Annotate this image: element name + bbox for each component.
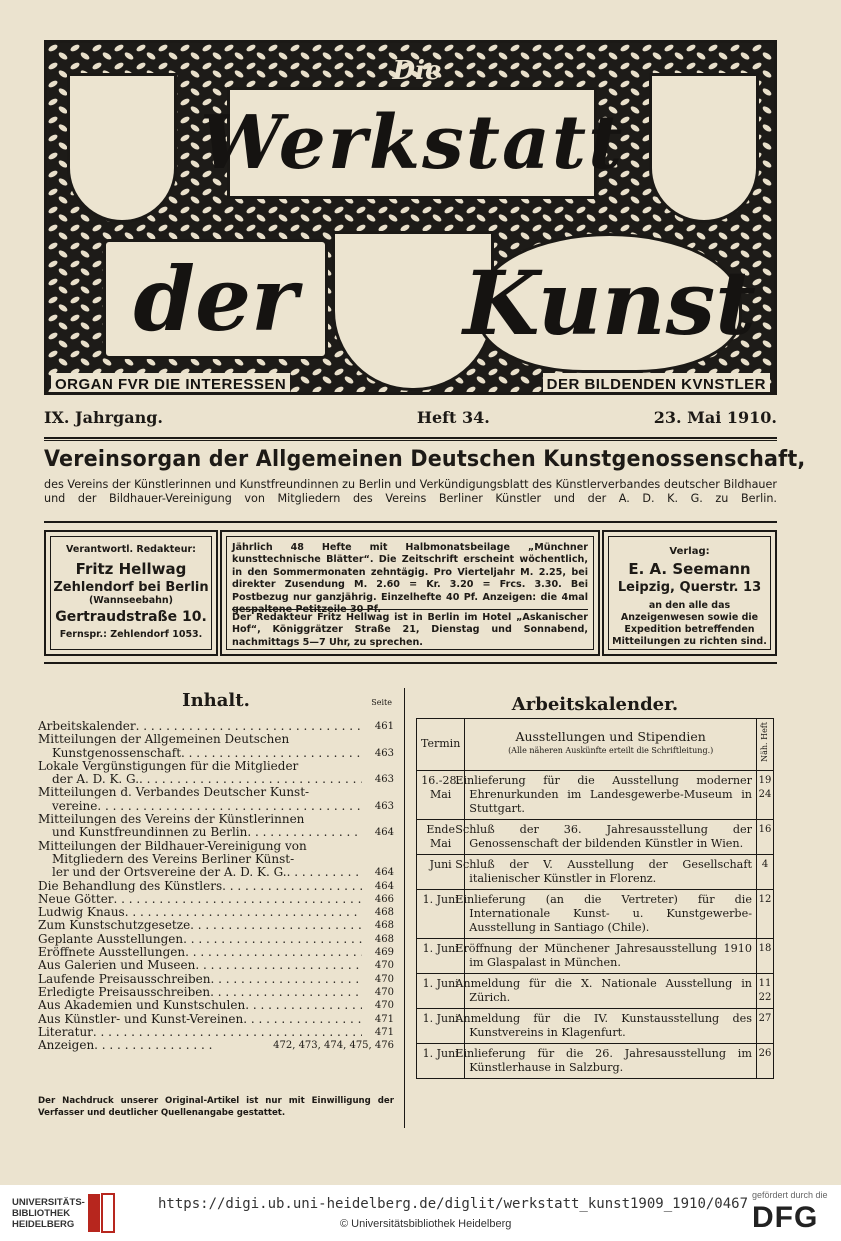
contents-entry-page: 468 — [374, 920, 394, 932]
contents-list — [38, 720, 394, 1052]
contents-entry — [38, 880, 394, 893]
calendar-row — [417, 819, 774, 854]
calendar-header-termin: Termin — [417, 719, 465, 771]
calendar-termin: 1. Juni — [417, 938, 465, 973]
calendar-entry-text: Anmeldung für die IV. Kunstausstellung des Kunstvereins in Klagenfurt. — [465, 1008, 757, 1043]
calendar-row — [417, 770, 774, 819]
publisher-address: Leipzig, Querstr. 13 — [617, 580, 762, 595]
contents-entry-label: Mitteilungen der Allgemeinen Deutschen — [38, 733, 290, 747]
contents-entry-label: Mitgliedern des Vereins Berliner Künst- — [52, 852, 295, 866]
contents-entry — [38, 800, 394, 813]
contents-entry-label: Mitteilungen der Bildhauer-Vereinigung von — [38, 839, 307, 853]
calendar-title: Arbeitskalender. — [511, 694, 679, 715]
page-url-link[interactable]: https://digi.ub.uni-heidelberg.de/diglit/werkstatt_kunst1909_1910/0467 — [158, 1196, 749, 1212]
contents-entry — [38, 720, 394, 733]
contents-entry-label: Aus Akademien und Kunstschulen . . . — [38, 999, 362, 1012]
issue-date: 23. Mai 1910. — [653, 408, 777, 427]
library-name: UNIVERSITÄTS- BIBLIOTHEK HEIDELBERG — [12, 1197, 85, 1230]
contents-entry-page: 470 — [374, 973, 394, 985]
contents-entry-label: Neue Götter . . . — [38, 893, 362, 906]
contents-entry-page: 464 — [374, 867, 394, 879]
contents-entry-label: Geplante Ausstellungen . . . — [38, 933, 362, 946]
contents-entry — [38, 946, 394, 959]
contents-entry-label: Mitteilungen d. Verbandes Deutscher Kunst- — [38, 786, 310, 800]
contents-entry — [38, 986, 394, 999]
calendar-row — [417, 854, 774, 889]
calendar-row — [417, 973, 774, 1008]
editor-hours-text: Der Redakteur Fritz Hellwag ist in Berlin im Hotel „Askanischer Hof“, Königgrätzer Straße 21, Dienstag und Sonnabend, nachmittags 5—7 Uhr, zu sprechen. — [232, 612, 588, 648]
calendar-termin: 1. Juni — [417, 889, 465, 938]
copyright-text: © Universitätsbibliothek Heidelberg — [340, 1218, 512, 1230]
contents-entry-label: Erledigte Preisausschreiben . . . — [38, 986, 362, 999]
calendar-header-heft-label: Näh. Heft — [760, 722, 769, 762]
editor-place: Zehlendorf bei Berlin — [53, 580, 209, 595]
contents-entry-page: 463 — [374, 800, 394, 812]
editor-line: (Wannseebahn) — [88, 595, 174, 606]
contents-entry-page: 464 — [374, 827, 394, 839]
contents-entry-page: 470 — [374, 960, 394, 972]
contents-entry — [38, 1013, 394, 1026]
calendar-entry-text: Einlieferung für die Ausstellung moderner Ehrenurkunden im Landesgewerbe-Museum in Stuttgart. — [465, 770, 757, 819]
contents-entry-label: Die Behandlung des Künstlers . . . — [38, 880, 362, 893]
issue-line — [44, 408, 777, 427]
contents-entry-page: 463 — [374, 774, 394, 786]
contents-entry-label: Arbeitskalender . . . — [38, 720, 362, 733]
shield-left — [67, 73, 177, 223]
publisher-name: E. A. Seemann — [628, 560, 751, 578]
contents-entry — [38, 906, 394, 919]
contents-entry — [38, 893, 394, 906]
title-der: der — [103, 239, 328, 359]
contents-entry-page: 461 — [374, 721, 394, 732]
contents-entry-page: 468 — [374, 933, 394, 945]
contents-entry-page: 469 — [374, 947, 394, 959]
calendar-table — [416, 718, 774, 1079]
calendar-entry-text: Eröffnung der Münchener Jahresausstellung 1910 im Glaspalast in München. — [465, 938, 757, 973]
calendar-header-main — [465, 719, 757, 771]
editor-phone: Fernspr.: Zehlendorf 1053. — [59, 629, 203, 640]
contents-entry — [38, 1026, 394, 1039]
calendar-heft: 11 22 — [757, 973, 774, 1008]
calendar-termin: 1. Juni — [417, 973, 465, 1008]
contents-entry — [38, 999, 394, 1012]
calendar-entry-text: Anmeldung für die X. Nationale Ausstellung in Zürich. — [465, 973, 757, 1008]
contents-entry-label: Aus Galerien und Museen . . . — [38, 959, 362, 972]
contents-entry-label: Anzeigen . . . — [38, 1039, 214, 1052]
calendar-header-heft — [757, 719, 774, 771]
title-die: Die — [392, 56, 442, 86]
calendar-header-row — [417, 719, 774, 771]
contents-entry — [38, 919, 394, 932]
contents-entry-page: 464 — [374, 880, 394, 892]
contents-entry-label: vereine . . . — [38, 800, 362, 813]
contents-entry-label: Ludwig Knaus . . . — [38, 906, 362, 919]
library-logo-text — [12, 1197, 85, 1230]
calendar-termin: Juni — [417, 854, 465, 889]
contents-entry — [38, 1039, 394, 1052]
contents-entry-label: der A. D. K. G. . . . — [38, 773, 362, 786]
title-kunst: Kunst — [477, 233, 742, 373]
headline-title: Vereinsorgan der Allgemeinen Deutschen Kunstgenossenschaft, — [44, 447, 806, 472]
contents-entry-page: 471 — [374, 1013, 394, 1025]
contents-entry-label: Eröffnete Ausstellungen . . . — [38, 946, 362, 959]
library-logo-icon — [86, 1192, 116, 1234]
contents-entry-label: Laufende Preisausschreiben . . . — [38, 973, 362, 986]
contents-entry-page: 463 — [374, 747, 394, 759]
contents-entry-page: 471 — [374, 1026, 394, 1038]
issue-volume: IX. Jahrgang. — [44, 408, 163, 427]
calendar-header-subtitle: (Alle näheren Auskünfte erteilt die Schriftleitung.) — [508, 746, 714, 756]
contents-entry — [38, 813, 394, 826]
editor-name: Fritz Hellwag — [75, 560, 187, 578]
contents-entry-page: 468 — [374, 907, 394, 919]
calendar-entry-text: Einlieferung für die 26. Jahresausstellung im Künstlerhause in Salzburg. — [465, 1043, 757, 1078]
issue-number: Heft 34. — [416, 408, 490, 427]
contents-entry-label: Zum Kunstschutzgesetze . . . — [38, 919, 362, 932]
divider — [44, 440, 777, 441]
editor-street: Gertraudstraße 10. — [55, 609, 207, 625]
title-werkstatt: Werkstatt — [227, 87, 597, 199]
divider — [44, 437, 777, 439]
calendar-entry-text: Einlieferung (an die Vertreter) für die Internationale Kunst- u. Kunstgewerbe-Ausstellung in Santiago (Chile). — [465, 889, 757, 938]
calendar-heft: 16 — [757, 819, 774, 854]
contents-entry — [38, 840, 394, 853]
contents-entry-label: Mitteilungen des Vereins der Künstlerinnen — [38, 813, 305, 827]
contents-entry-page: 470 — [374, 986, 394, 998]
contents-entry-label: Literatur . . . — [38, 1026, 362, 1039]
motto-left: ORGAN FVR DIE INTERESSEN — [51, 373, 290, 395]
calendar-termin: Ende Mai — [417, 819, 465, 854]
calendar-heft: 4 — [757, 854, 774, 889]
contents-entry — [38, 866, 394, 879]
calendar-row — [417, 1008, 774, 1043]
contents-entry — [38, 747, 394, 760]
calendar-heft: 26 — [757, 1043, 774, 1078]
footer-bar — [0, 1185, 841, 1241]
contents-entry-label: Aus Künstler- und Kunst-Vereinen . . . — [38, 1013, 362, 1026]
contents-entry — [38, 786, 394, 799]
editor-box — [44, 530, 218, 656]
headline-subtitle: des Vereins der Künstlerinnen und Kunstfreundinnen zu Berlin und Verkündigungsblatt des Künstlerverbandes deutscher Bildhauer und der Bildhauer-Vereinigung von Mitgliedern des Vereins Berliner Künstler und der A. D. K. G. zu Berlin. — [44, 478, 777, 505]
calendar-termin: 1. Juni — [417, 1043, 465, 1078]
contents-entry-label: Kunstgenossenschaft . . . — [38, 747, 362, 760]
contents-entry — [38, 773, 394, 786]
copyright-note: Der Nachdruck unserer Original-Artikel ist nur mit Einwilligung der Verfasser und deutlicher Quellenangabe gestattet. — [38, 1096, 394, 1118]
calendar-row — [417, 938, 774, 973]
contents-entry — [38, 760, 394, 773]
motto-right: DER BILDENDEN KVNSTLER — [543, 373, 770, 395]
contents-entry — [38, 826, 394, 839]
contents-entry — [38, 973, 394, 986]
publisher-box — [602, 530, 777, 656]
contents-entry-label: Lokale Vergünstigungen für die Mitglieder — [38, 759, 299, 773]
calendar-heft: 12 — [757, 889, 774, 938]
calendar-heft: 18 — [757, 938, 774, 973]
divider — [44, 662, 777, 664]
contents-entry-page: 470 — [374, 1000, 394, 1012]
contents-entry-page: 472, 473, 474, 475, 476 — [273, 1040, 394, 1052]
editor-role: Verantwortl. Redakteur: — [66, 544, 196, 555]
contents-page-header: Seite — [371, 698, 392, 707]
dfg-logo: DFG — [752, 1201, 819, 1234]
contents-entry — [38, 733, 394, 746]
calendar-termin: 16.-28. Mai — [417, 770, 465, 819]
contents-entry-label: und Kunstfreundinnen zu Berlin . . . — [38, 826, 362, 839]
publisher-text: an den alle das Anzeigenwesen sowie die Expedition betreffenden Mitteilungen zu richten sind. — [612, 600, 767, 647]
column-divider — [404, 688, 405, 1128]
dfg-label: gefördert durch die — [752, 1190, 828, 1200]
contents-title: Inhalt. — [182, 690, 250, 711]
publisher-label: Verlag: — [669, 546, 710, 557]
calendar-termin: 1. Juni — [417, 1008, 465, 1043]
contents-entry — [38, 933, 394, 946]
calendar-heft: 27 — [757, 1008, 774, 1043]
calendar-header-title: Ausstellungen und Stipendien — [515, 729, 706, 745]
subscription-text: Jährlich 48 Hefte mit Halbmonatsbeilage „Münchner kunsttechnische Blätter“. Die Zeitschrift erscheint wöchentlich, in den Sommermonaten zehntägig. Pro Vierteljahr M. 2.25, bei direkter Zusendung M. 2.60 = Kr. 3.20 = Frcs. 3.30. Bei Postbezug nur ganzjährig. Einzelhefte 40 Pf. Anzeigen: die 4mal gespaltene Petitzeile 30 Pf. — [232, 542, 588, 616]
calendar-heft: 19 24 — [757, 770, 774, 819]
calendar-entry-text: Schluß der 36. Jahresausstellung der Genossenschaft der bildenden Künstler in Wien. — [465, 819, 757, 854]
calendar-entry-text: Schluß der V. Ausstellung der Gesellschaft italienischer Künstler in Florenz. — [465, 854, 757, 889]
contents-entry-label: ler und der Ortsvereine der A. D. K. G. . . . — [38, 866, 362, 879]
calendar-row — [417, 889, 774, 938]
contents-entry-page: 466 — [374, 893, 394, 905]
calendar-row — [417, 1043, 774, 1078]
subscription-box — [220, 530, 600, 656]
contents-entry — [38, 853, 394, 866]
shield-right — [649, 73, 759, 223]
divider — [232, 609, 588, 610]
contents-entry — [38, 959, 394, 972]
divider — [44, 521, 777, 523]
masthead — [44, 40, 777, 395]
